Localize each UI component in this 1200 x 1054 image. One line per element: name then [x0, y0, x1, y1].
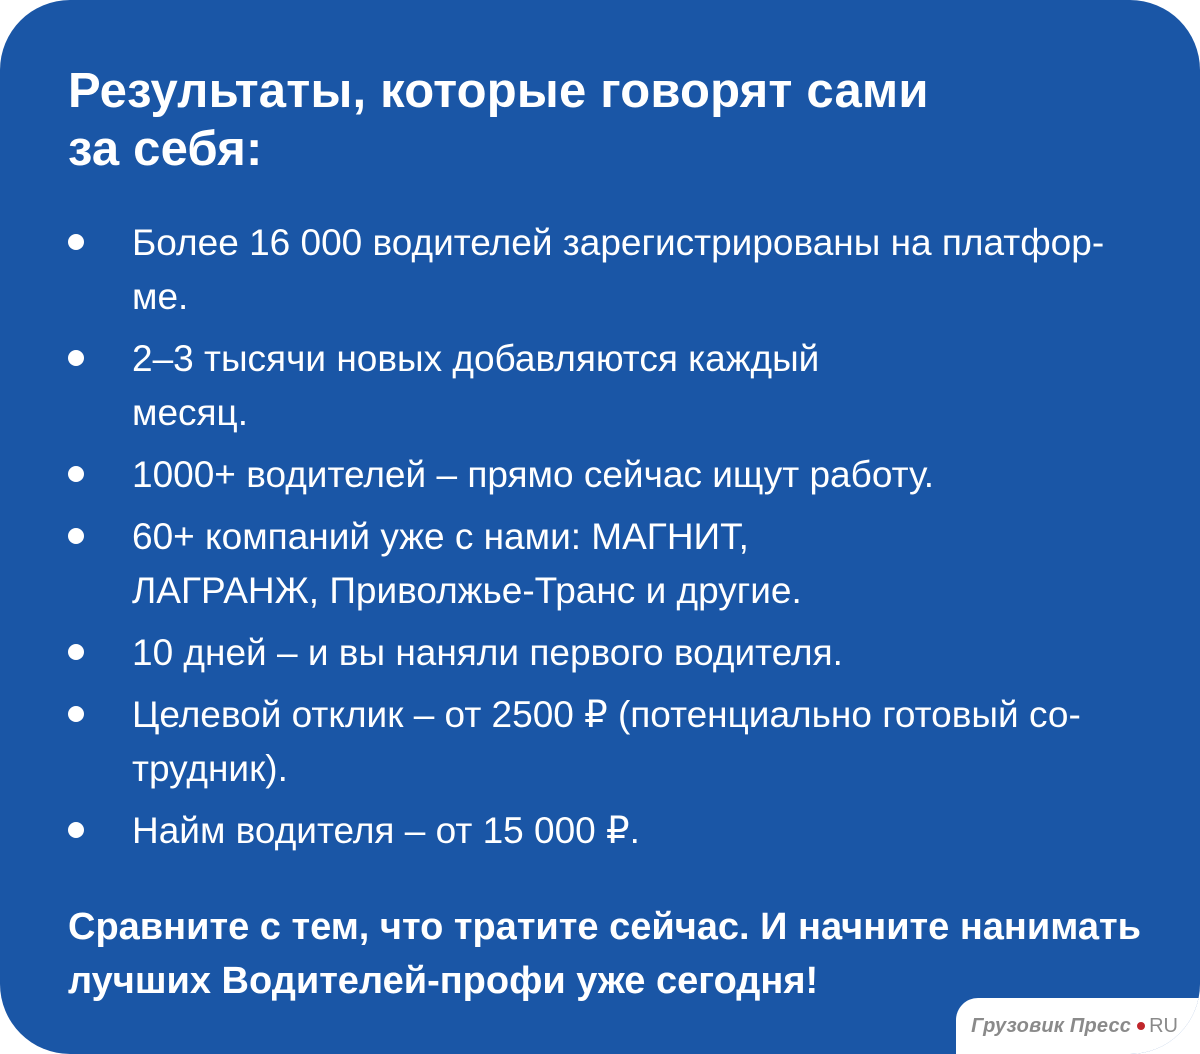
watermark-domain: RU: [1149, 1014, 1178, 1037]
list-item-text: ме.: [132, 276, 189, 317]
bullet-icon: [68, 822, 84, 838]
list-item-text: 2–3 тысячи новых добавляются каждый: [132, 338, 820, 379]
list-item-text: Целевой отклик – от 2500 ₽ (потенциально готовый со-: [132, 694, 1081, 735]
closing-call-to-action: [68, 900, 1158, 1008]
watermark-brand: Грузовик Пресс: [971, 1014, 1132, 1037]
bullet-icon: [68, 466, 84, 482]
card-title-line-1: Результаты, которые говорят сами: [68, 64, 929, 118]
list-item: [68, 804, 1128, 858]
bullet-icon: [68, 644, 84, 660]
list-item-text: месяц.: [132, 392, 249, 433]
card-title-line-2: за себя:: [68, 122, 263, 176]
card-title: [68, 62, 1028, 178]
list-item-text: 10 дней – и вы наняли первого водителя.: [132, 632, 843, 673]
list-item-text: трудник).: [132, 748, 288, 789]
list-item-text: ЛАГРАНЖ, Приволжье-Транс и другие.: [132, 570, 802, 611]
list-item-text: 1000+ водителей – прямо сейчас ищут работу.: [132, 454, 935, 495]
list-item: [68, 216, 1128, 324]
list-item-text: Более 16 000 водителей зарегистрированы на платфор-: [132, 222, 1105, 263]
list-item: [68, 510, 1128, 618]
closing-line-1: Сравните с тем, что тратите сейчас. И начните нанимать: [68, 906, 1141, 948]
bullet-icon: [68, 350, 84, 366]
bullet-icon: [68, 234, 84, 250]
list-item-text: Найм водителя – от 15 000 ₽.: [132, 810, 640, 851]
list-item: [68, 626, 1128, 680]
list-item-text: 60+ компаний уже с нами: МАГНИТ,: [132, 516, 749, 557]
list-item: [68, 332, 1128, 440]
bullet-icon: [68, 706, 84, 722]
publisher-watermark: [956, 998, 1200, 1054]
results-list: [68, 216, 1128, 866]
list-item: [68, 448, 1128, 502]
closing-line-2: лучших Водителей-профи уже сегодня!: [68, 960, 819, 1002]
list-item: [68, 688, 1128, 796]
bullet-icon: [68, 528, 84, 544]
watermark-dot-icon: [1137, 1022, 1145, 1030]
